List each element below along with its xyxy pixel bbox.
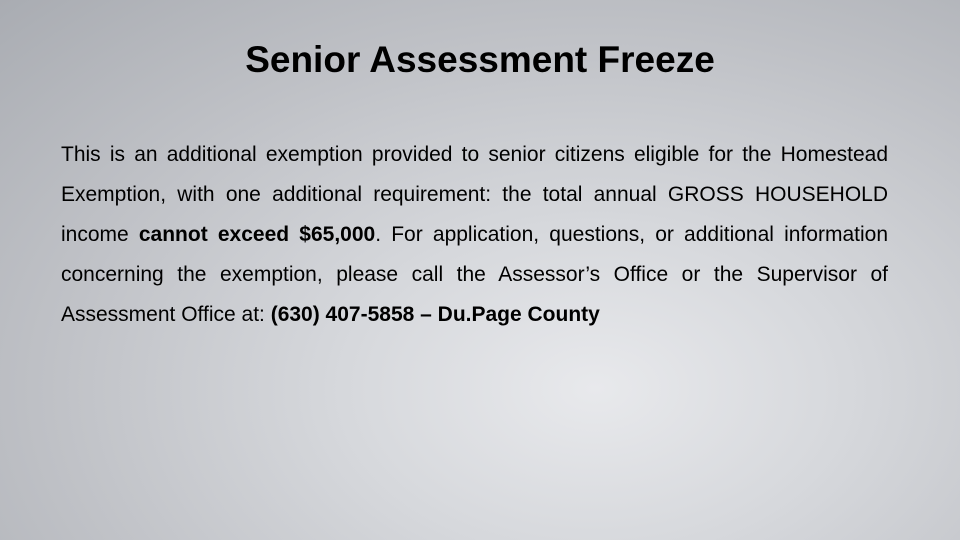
slide-title: Senior Assessment Freeze: [245, 39, 715, 80]
body-text-intro: This is an additional exemption provided to senior citizens eligible for the Homestead Exemption, with one additional requirement: the total annual GROSS HOUSEHOLD income: [61, 143, 888, 246]
body-text-contact-intro: . For application, questions, or additional information concerning the exemption, please call the Assessor’s Office or the Supervisor of Assessment Office at:: [61, 223, 889, 326]
income-limit-emphasis: cannot exceed $65,000: [138, 223, 376, 246]
slide-body-text: [61, 135, 888, 335]
contact-phone-emphasis: (630) 407-5858 – Du.Page County: [270, 303, 600, 326]
